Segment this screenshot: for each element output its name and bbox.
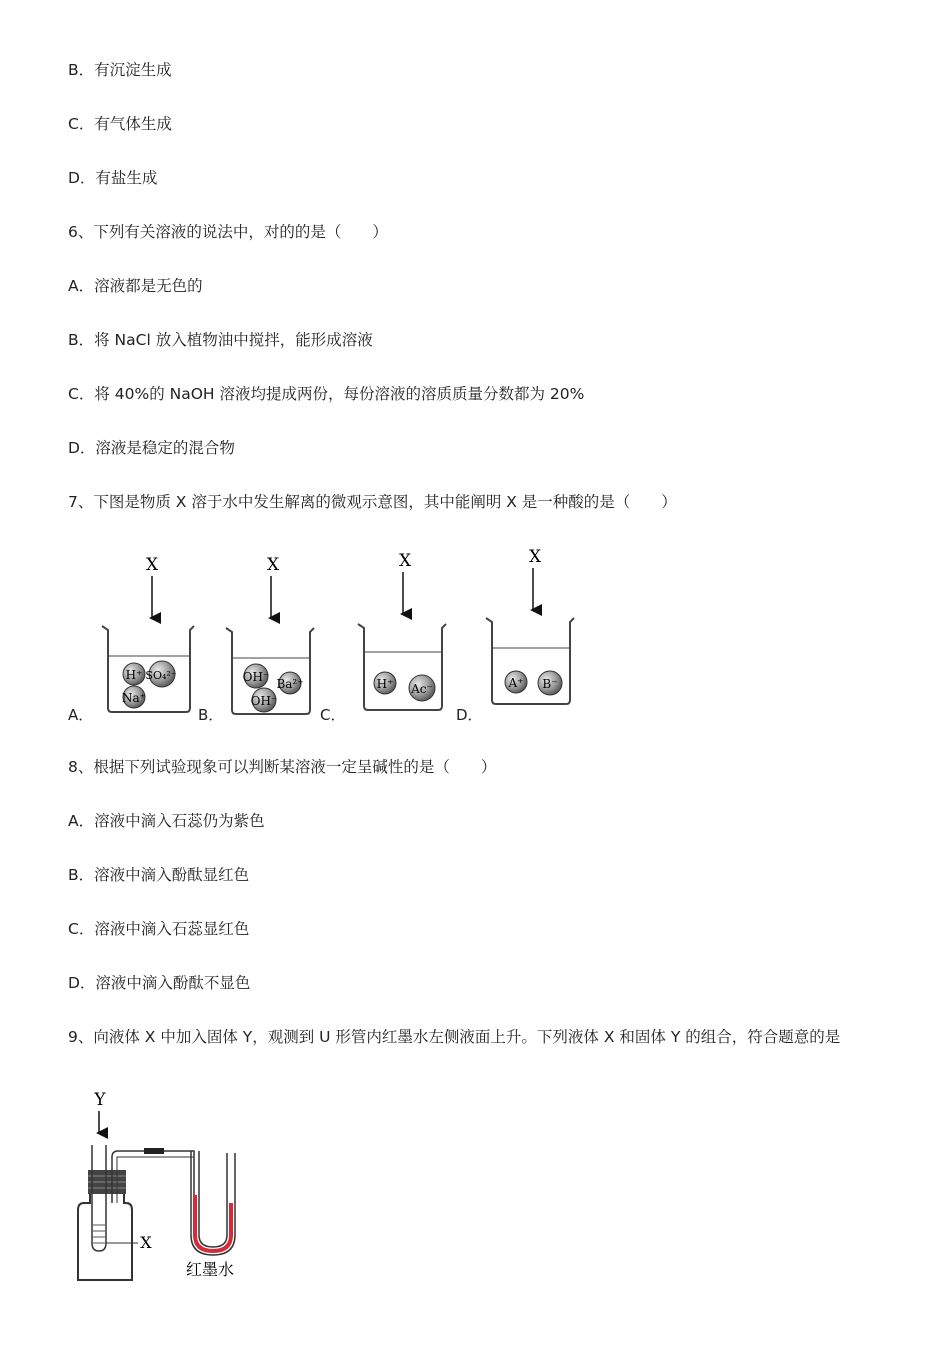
q7-label-c: C．	[320, 706, 346, 724]
q9-y-label: Y	[94, 1090, 106, 1110]
q6-stem: 6、下列有关溶液的说法中，对的的是（ ）	[68, 223, 388, 241]
q7-label-a: A．	[68, 706, 94, 724]
beaker-b	[226, 555, 314, 714]
ion-d2: B⁻	[542, 677, 558, 691]
ion-a1: H⁺	[125, 668, 143, 682]
q9-ink-label: 红墨水	[185, 1260, 235, 1279]
q9-stem: 9、向液体 X 中加入固体 Y，观测到 U 形管内红墨水左侧液面上升。下列液体 X 和固体 Y 的组合，符合题意的是	[68, 1028, 841, 1046]
q5-option-b: B．有沉淀生成	[68, 61, 172, 79]
ion-b3: OH⁻	[250, 694, 278, 708]
q8-option-b: B．溶液中滴入酚酞显红色	[68, 866, 250, 884]
q8-option-a: A．溶液中滴入石蕊仍为紫色	[68, 812, 265, 830]
ion-b1: OH⁻	[242, 670, 270, 684]
beaker-d	[486, 547, 574, 704]
q7-beaker-figure	[60, 540, 620, 730]
q5-option-c: C．有气体生成	[68, 115, 172, 133]
ion-c2: Ac⁻	[411, 682, 433, 696]
ion-c1: H⁺	[376, 677, 394, 691]
q8-option-c: C．溶液中滴入石蕊显红色	[68, 920, 250, 938]
beaker-a-x-label: X	[145, 555, 159, 575]
q8-option-d: D．溶液中滴入酚酞不显色	[68, 974, 251, 992]
ion-d1: A⁺	[508, 676, 524, 690]
q7-label-b: B．	[198, 706, 224, 724]
q8-stem: 8、根据下列试验现象可以判断某溶液一定呈碱性的是（ ）	[68, 758, 497, 776]
q9-x-label: X	[140, 1233, 152, 1252]
q6-option-b: B．将 NaCl 放入植物油中搅拌，能形成溶液	[68, 331, 373, 349]
ion-b2: Ba²⁺	[276, 677, 304, 691]
beaker-a	[102, 555, 194, 712]
beaker-c	[358, 551, 446, 710]
q6-option-d: D．溶液是稳定的混合物	[68, 439, 235, 457]
q7-stem: 7、下图是物质 X 溶于水中发生解离的微观示意图，其中能阐明 X 是一种酸的是（ ）	[68, 493, 677, 511]
q6-option-c: C．将 40%的 NaOH 溶液均提成两份，每份溶液的溶质质量分数都为 20%	[68, 385, 585, 403]
beaker-b-x-label: X	[266, 555, 280, 575]
q7-label-d: D．	[456, 706, 483, 724]
q5-option-d: D．有盐生成	[68, 169, 158, 187]
beaker-d-x-label: X	[528, 547, 542, 567]
beaker-c-x-label: X	[398, 551, 412, 571]
q6-option-a: A．溶液都是无色的	[68, 277, 203, 295]
ion-a2: SO₄²⁻	[145, 669, 177, 682]
q9-apparatus-figure	[70, 1085, 270, 1290]
ion-a3: Na⁺	[122, 691, 146, 705]
